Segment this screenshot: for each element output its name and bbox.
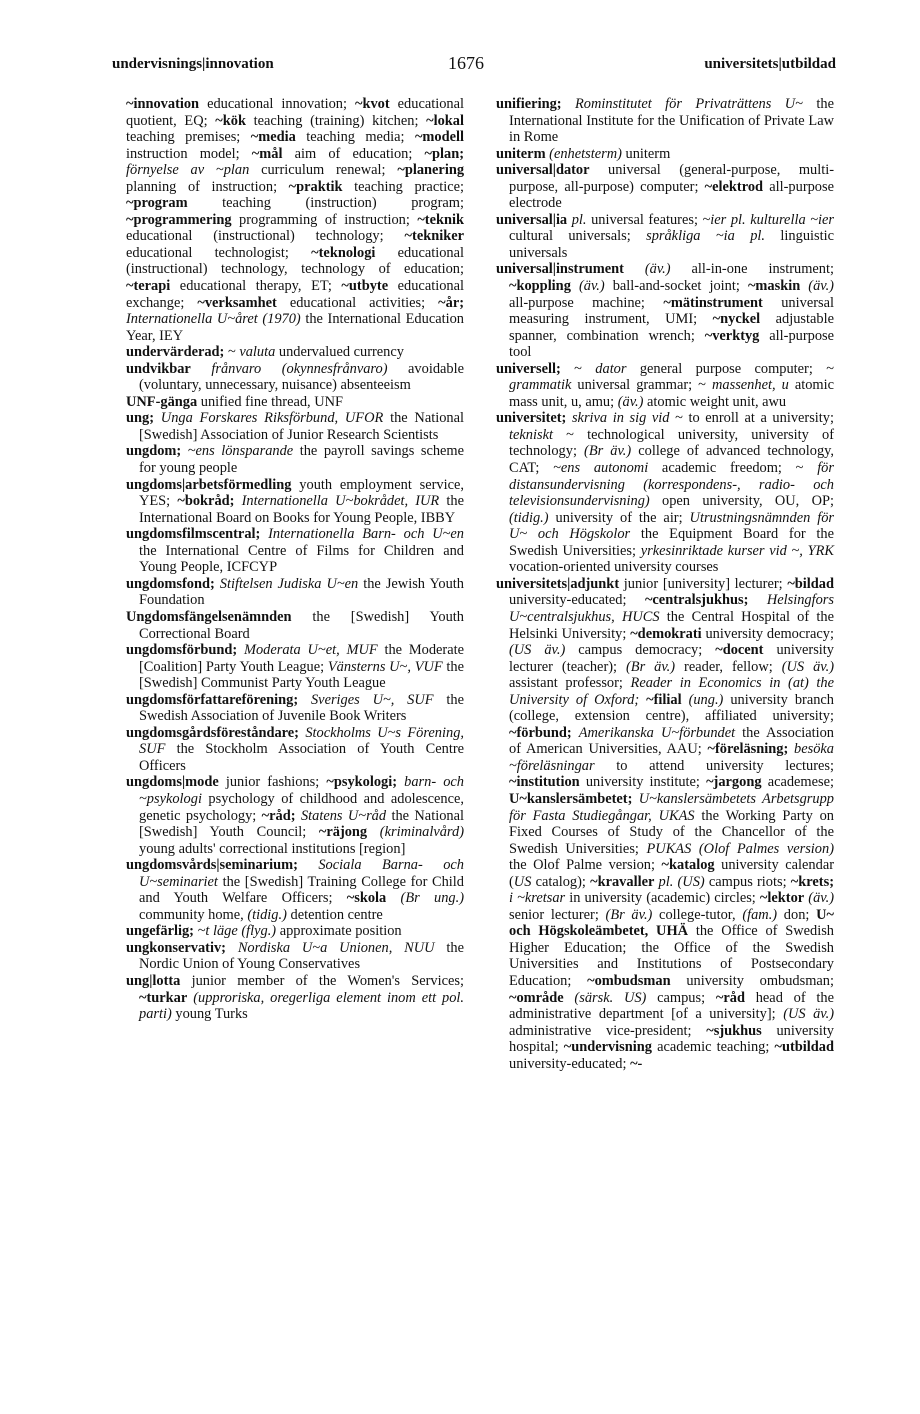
dictionary-entry: unifiering; Rominstitutet för Privaträttens U~ the International Institute for the Unification of Private Law in Rome <box>496 96 834 146</box>
dictionary-entry: universal|instrument (äv.) all-in-one instrument; ~koppling (äv.) ball-and-socket joint; ~maskin (äv.) all-purpose machine; ~mätinstrument universal measuring instrument, UMI; ~nyckel adjustable spanner, combination wrench; ~verktyg all-purpose tool <box>496 261 834 361</box>
dictionary-entry: ungefärlig; ~t läge (flyg.) approximate position <box>126 923 402 940</box>
dictionary-entry: ungdomsgårdsföreståndare; Stockholms U~s Förening, SUF the Stockholm Association of Youth Centre Officers <box>126 724 464 774</box>
dictionary-entry: ung; Unga Forskares Riksförbund, UFOR the National [Swedish] Association of Junior Research Scientists <box>126 410 464 443</box>
dictionary-entry: universitet; skriva in sig vid ~ to enroll at a university; tekniskt ~ technological university, university of technology; (Br äv.) college of advanced technology, CAT; ~ens autonomi academic freedom; ~ för distansundervisning (korrespondens-, radio- och televisionsundervisning) open university, OU, OP; (tidig.) university of the air; Utrustningsnämnden för U~ och Högskolor the Equipment Board for the Swedish Universities; yrkesinriktade kurser vid ~, YRK vocation-oriented university courses <box>496 410 834 576</box>
page-number: 1676 <box>448 53 484 73</box>
dictionary-entry: uniterm (enhetsterm) uniterm <box>496 145 671 162</box>
dictionary-entry: UNF-gänga unified fine thread, UNF <box>126 393 344 410</box>
dictionary-entry: ungdomsförbund; Moderata U~et, MUF the Moderate [Coalition] Party Youth League; Vänsterns U~, VUF the [Swedish] Communist Party Youth League <box>126 642 464 692</box>
dictionary-entry: universal|dator universal (general-purpose, multi-purpose, all-purpose) computer; ~elektrod all-purpose electrode <box>496 162 834 212</box>
dictionary-entry: undervärderad; ~ valuta undervalued currency <box>126 344 404 361</box>
dictionary-entry: ungdomsfond; Stiftelsen Judiska U~en the Jewish Youth Foundation <box>126 575 464 609</box>
dictionary-entry: ungdomsvårds|seminarium; Sociala Barna- och U~seminariet the [Swedish] Training College for Child and Youth Welfare Officers; ~skola (Br ung.) community home, (tidig.) detention centre <box>126 857 464 923</box>
left-column <box>126 96 464 1023</box>
right-column <box>496 96 834 1072</box>
dictionary-entry: ungdomsförfattareförening; Sveriges U~, SUF the Swedish Association of Juvenile Book Writers <box>126 691 464 725</box>
dictionary-entry: universal|ia pl. universal features; ~ier pl. kulturella ~ier cultural universals; språkliga ~ia pl. linguistic universals <box>496 211 834 261</box>
dictionary-entry: ungdom; ~ens lönsparande the payroll savings scheme for young people <box>126 443 464 477</box>
dictionary-entry: ung|lotta junior member of the Women's Services; ~turkar (upproriska, oregerliga element inom ett pol. parti) young Turks <box>126 972 464 1023</box>
dictionary-entry: ungdoms|mode junior fashions; ~psykologi; barn- och ~psykologi psychology of childhood and adolescence, genetic psychology; ~råd; Statens U~råd the National [Swedish] Youth Council; ~räjong (kriminalvård) young adults' correctional institutions [region] <box>126 774 464 857</box>
dictionary-entry: Ungdomsfängelsenämnden the [Swedish] Youth Correctional Board <box>126 608 464 642</box>
dictionary-entry: universitets|adjunkt junior [university] lecturer; ~bildad university-educated; ~centralsjukhus; Helsingfors U~centralsjukhus, HUCS the Central Hospital of the Helsinki University; ~demokrati university democracy; (US äv.) campus democracy; ~docent university lecturer (teacher); (Br äv.) reader, fellow; (US äv.) assistant professor; Reader in Economics in (at) the University of Oxford; ~filial (ung.) university branch (college, extension centre), affiliated university; ~förbund; Amerikanska U~förbundet the Association of American Universities, AAU; ~föreläsning; besöka ~föreläsningar to attend university lectures; ~institution university institute; ~jargong academese; U~kanslersämbetet; U~kanslersämbetets Arbetsgrupp för Fasta Studiegångar, UKAS the Working Party on Fixed Courses of Study of the Chancellor of the Swedish Universities; PUKAS (Olof Palmes version) the Olof Palme version; ~katalog university calendar (US catalog); ~kravaller pl. (US) campus riots; ~krets; i ~kretsar in university (academic) circles; ~lektor (äv.) senior lecturer; (Br äv.) college-tutor, (fam.) don; U~ och Högskoleämbetet, UHÄ the Office of Swedish Higher Education; the Office of the Swedish Universities and Institutions of Postsecondary Education; ~ombudsman university ombudsman; ~område (särsk. US) campus; ~råd head of the administrative department [of a university]; (US äv.) administrative vice-president; ~sjukhus university hospital; ~undervisning academic teaching; ~utbildad university-educated; ~- <box>496 575 835 1072</box>
dictionary-entry: ungdomsfilmscentral; Internationella Barn- och U~en the International Centre of Films for Children and Young People, ICFCYP <box>126 526 464 576</box>
dictionary-entry: universell; ~ dator general purpose computer; ~ grammatik universal grammar; ~ massenhet, u atomic mass unit, u, amu; (äv.) atomic weight unit, awu <box>496 360 834 410</box>
dictionary-entry: ungkonservativ; Nordiska U~a Unionen, NUU the Nordic Union of Young Conservatives <box>126 939 464 973</box>
header-right-guide-word: universitets|utbildad <box>704 56 836 72</box>
header-left-guide-word: undervisnings|innovation <box>112 56 274 72</box>
dictionary-entry: ~innovation educational innovation; ~kvot educational quotient, EQ; ~kök teaching (training) kitchen; ~lokal teaching premises; ~media teaching media; ~modell instruction model; ~mål aim of education; ~plan; förnyelse av ~plan curriculum renewal; ~planering planning of instruction; ~praktik teaching practice; ~program teaching (instruction) program; ~programmering programming of instruction; ~teknik educational (instructional) technology; ~tekniker educational technologist; ~teknologi educational (instructional) technology, technology of education; ~terapi educational therapy, ET; ~utbyte educational exchange; ~verksamhet educational activities; ~år; Internationella U~året (1970) the International Education Year, IEY <box>126 96 465 344</box>
dictionary-entry: undvikbar frånvaro (okynnesfrånvaro) avoidable (voluntary, unnecessary, nuisance) absenteeism <box>126 360 464 394</box>
dictionary-entry: ungdoms|arbetsförmedling youth employment service, YES; ~bokråd; Internationella U~bokrådet, IUR the International Board on Books for Young People, IBBY <box>126 476 464 526</box>
